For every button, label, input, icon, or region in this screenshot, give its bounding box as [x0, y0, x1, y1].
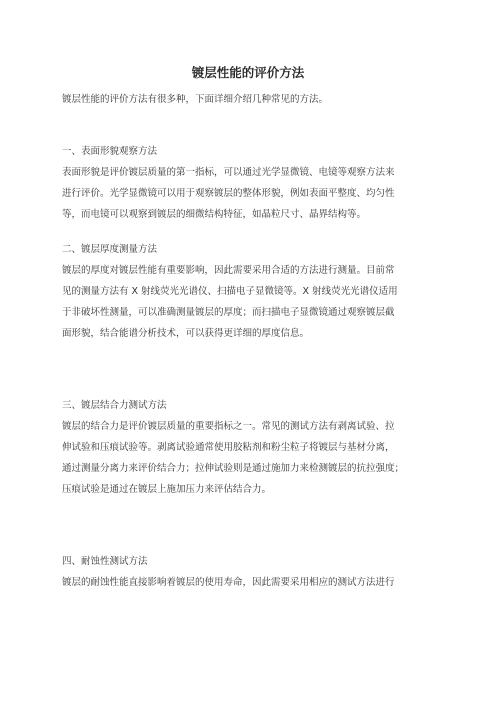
paragraph-line: 于非破坏性测量，可以准确测量镀层的厚度；而扫描电子显微镜通过观察镀层截 [62, 307, 395, 318]
paragraph-line: 镀层的耐蚀性能直接影响着镀层的使用寿命，因此需要采用相应的测试方法进行 [62, 577, 395, 588]
paragraph-line: 表面形貌是评价镀层质量的第一指标，可以通过光学显微镜、电镜等观察方法来 [62, 167, 395, 178]
paragraph-line: 等，而电镜可以观察到镀层的细微结构特征，如晶粒尺寸、晶界结构等。 [62, 209, 367, 220]
section-paragraph-thickness [62, 264, 434, 348]
paragraph-line: 面形貌，结合能谱分析技术，可以获得更详细的厚度信息。 [62, 328, 310, 339]
paragraph-line: 通过测量分离力来评价结合力；拉伸试验则是通过施加力来检测镀层的抗拉强度； [62, 463, 405, 474]
section-paragraph-surface-morphology [62, 166, 434, 229]
paragraph-line: 见的测量方法有 X 射线荧光光谱仪、扫描电子显微镜等。X 射线荧光光谱仪适用 [62, 286, 398, 297]
paragraph-line: 镀层的厚度对镀层性能有重要影响，因此需要采用合适的方法进行测量。目前常 [62, 265, 395, 276]
section-heading-thickness: 二、镀层厚度测量方法 [62, 244, 158, 255]
section-heading-corrosion: 四、耐蚀性测试方法 [62, 556, 148, 567]
paragraph-line: 进行评价。光学显微镜可以用于观察镀层的整体形貌，例如表面平整度、均匀性 [62, 188, 395, 199]
document-title: 镀层性能的评价方法 [191, 65, 305, 80]
section-heading-surface-morphology: 一、表面形貌观察方法 [62, 146, 158, 157]
section-heading-adhesion: 三、镀层结合力测试方法 [62, 400, 167, 411]
paragraph-line: 镀层的结合力是评价镀层质量的重要指标之一。常见的测试方法有剥离试验、拉 [62, 421, 395, 432]
intro-paragraph: 镀层性能的评价方法有很多种，下面详细介绍几种常见的方法。 [62, 94, 329, 105]
paragraph-line: 压痕试验是通过在镀层上施加压力来评估结合力。 [62, 484, 272, 495]
paragraph-line: 伸试验和压痕试验等。剥离试验通常使用胶粘剂和粉尘粒子将镀层与基材分离， [62, 442, 395, 453]
section-paragraph-corrosion [62, 576, 434, 597]
section-paragraph-adhesion [62, 420, 434, 504]
